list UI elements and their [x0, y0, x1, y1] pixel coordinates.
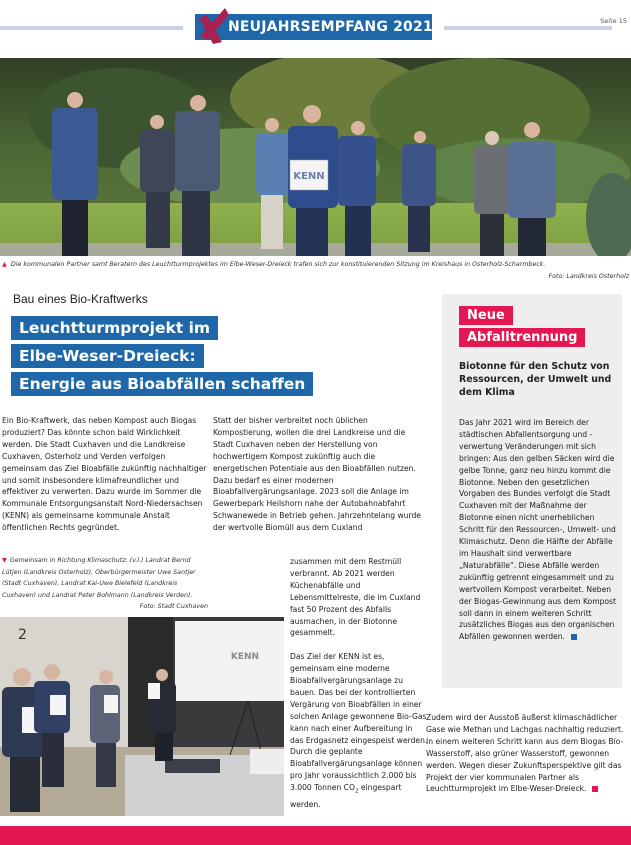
article-text: Das Ziel der KENN ist es, gemeinsam eine moderne Bioabfallvergärungsanlage zu bauen. Das bei der kontrollierten Vergärung von Bioabfällen in einer solchen Anlage gewonnene Bio-Gas kann nach einer Aufbereitung in das Erdgasnetz eingespeist werden. Durch die geplante Bioabfallvergärungsanlage können pro Jahr voraussichtlich 2.000 bis 3.000 Tonnen CO [290, 652, 428, 793]
group-photo-indoor [0, 617, 284, 816]
article-headline [11, 316, 313, 400]
article-paragraph [426, 712, 629, 795]
article-paragraph: Statt der bisher verbreitet noch üblichen Kompostierung, wollen die drei Landkreise und die Stadt Cuxhaven neben der Herstellung von hochwertigem Kompost zukünftig auch die energetischen Potentiale aus den Bioabfällen nutzen. Dazu bedarf es einer modernen Bioabfallvergärungsanlage. 2023 soll die Anlage im Gewerbepark Heilshorn nahe der Autobahnabfahrt Schwanewede in Betrieb gehen. Jahrzehntelang wurde der wertvolle Biomüll aus dem Cuxland [213, 416, 421, 533]
co2-subscript: 2 [354, 788, 359, 795]
header-rule-left [0, 26, 183, 30]
wall-number: 2 [18, 627, 27, 643]
sidebar-tag-1: Neue [459, 306, 513, 325]
bottom-photo-caption-text: Gemeinsam in Richtung Klimaschutz: (v.l.) Landrat Bernd Lütjen (Landkreis Osterholz), Oberbürgermeister Uwe Santjer (Stadt Cuxhaven), Landrat Kai-Uwe Bielefeld (Landkreis Cuxhaven) und Landrat Peter Bohlmann (Landkreis Verden). [2, 557, 196, 599]
triangle-down-icon: ▼ [2, 557, 7, 564]
sidebar-tags [459, 306, 585, 350]
bottom-photo-caption-block [2, 555, 208, 613]
article-column-2-continued [290, 556, 428, 811]
article-column-2 [213, 415, 425, 534]
triangle-up-icon: ▲ [2, 261, 7, 268]
headline-line-3: Energie aus Bioabfällen schaffen [11, 372, 313, 396]
bottom-photo-credit: Foto: Stadt Cuxhaven [139, 603, 208, 610]
end-mark-blue-icon [571, 634, 577, 640]
top-photo-caption-block [2, 260, 629, 281]
sidebar-body-text: Das Jahr 2021 wird im Bereich der städtischen Abfallentsorgung und -verwertung Veränderungen mit sich bringen: Aus den gelben Säcken wird die gelbe Tonne, ganz neu hinzu kommt die Biotonne. Neben den gesetzlichen Vorgaben des Bundes verfolgt die Stadt Cuxhaven mit der Maßnahme der Biotonne einen nicht unerheblichen Schritt für den Ressourcen-, Umwelt- und Klimaschutz. Denn die Hälfte der Abfälle im Haushalt sind verwertbare „Naturabfälle“. Diese Abfälle werden zukünftig getrennt eingesammelt und zu wertvollem Kompost verarbeitet. Neben der Biogas-Gewinnung aus dem Kompost soll dann in einem weiteren Schritt zusätzliches Biogas aus den organischen Abfällen gewonnen werden. [459, 418, 616, 642]
header-rule-right [444, 26, 612, 30]
top-photo-credit: Foto: Landkreis Osterholz [548, 273, 629, 280]
article-column-3 [426, 712, 629, 795]
sidebar-box [442, 294, 622, 688]
top-photo-caption [2, 260, 629, 269]
page-number: Seite 15 [600, 17, 627, 25]
screen-title: KENN [230, 652, 260, 662]
bottom-photo-caption [2, 555, 208, 601]
article-paragraph: Ein Bio-Kraftwerk, das neben Kompost auch Biogas produziert? Das könnte schon bald Wirklichkeit werden. Die Stadt Cuxhaven und die Landkreise Cuxhaven, Osterholz und Verden verfolgen gemeinsam das Ziel Bioabfälle zukünftig nachhaltiger und somit insbesondere klimafreundlicher und effektiver zu verwerten. Dazu wurde im Sommer die Kommunale Entsorgungsanstalt Nord-Niedersachsen (KENN) als gemeinsame kommunale Anstalt öffentlichen Rechts gegründet. [2, 416, 207, 533]
end-mark-red-icon [592, 786, 598, 792]
section-title: NEUJAHRSEMPFANG 2021 [228, 19, 433, 35]
article-text: eingespart werden. [290, 783, 402, 809]
footer-bar [0, 826, 631, 845]
sidebar-subheading: Biotonne für den Schutz von Ressourcen, der Umwelt und dem Klima [459, 361, 612, 398]
x-mark-logo-icon [195, 6, 229, 46]
kenn-sign-text: KENN [293, 171, 325, 182]
headline-line-2: Elbe-Weser-Dreieck: [11, 344, 204, 368]
sidebar-body [459, 417, 617, 643]
article-kicker: Bau eines Bio-Kraftwerks [13, 292, 148, 306]
headline-line-1: Leuchtturmprojekt im [11, 316, 218, 340]
top-photo-caption-text: Die kommunalen Partner samt Beratern des Leuchtturmprojektes im Elbe-Weser-Dreieck trafen sich zur konstituierenden Sitzung im Kreishaus in Osterholz-Scharmbeck. [10, 261, 546, 268]
article-text: Zudem wird der Ausstoß äußerst klimaschädlicher Gase wie Methan und Lachgas nachhaltig reduziert. In einem weiteren Schritt kann aus dem Biogas Bio-Wasserstoff, also grüner Wasserstoff, gewonnen werden. Wegen dieser Zukunftsperspektive gilt das Projekt der vier kommunalen Partner als Leuchtturmprojekt im Elbe-Weser-Dreieck. [426, 713, 624, 794]
sidebar-tag-2: Abfalltrennung [459, 328, 585, 347]
article-paragraph-co2 [290, 651, 428, 810]
article-column-1 [2, 415, 208, 534]
article-paragraph: zusammen mit dem Restmüll verbrannt. Ab 2021 werden Küchenabfälle und Lebensmittelreste, die im Cuxland fast 50 Prozent des Abfalls ausmachen, in der Biotonne gesammelt. [290, 557, 421, 638]
group-photo-outdoor [0, 58, 631, 256]
